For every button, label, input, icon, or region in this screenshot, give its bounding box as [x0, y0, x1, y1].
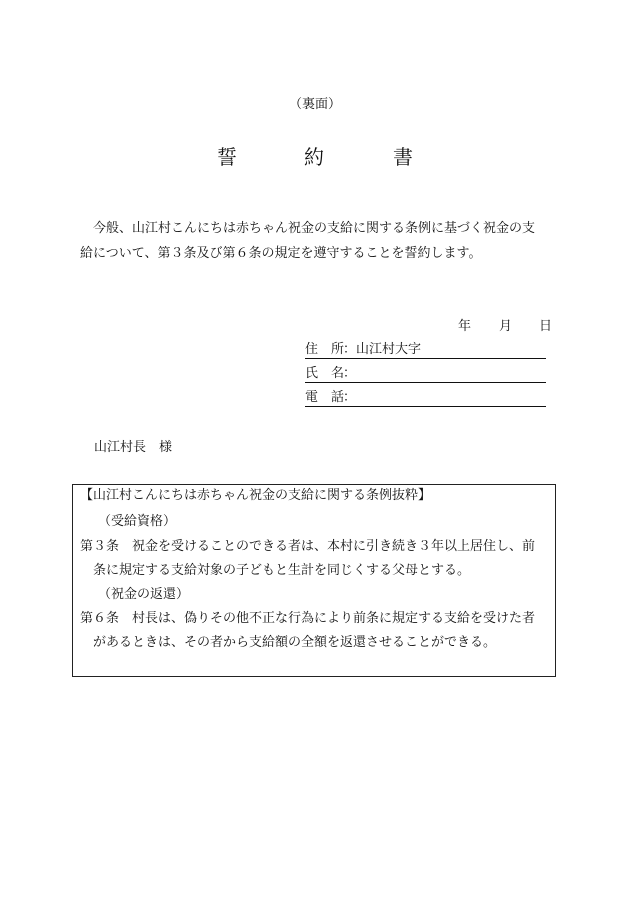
section-heading-refund: （祝金の返還） — [98, 587, 190, 602]
article-6-line-1: 第６条 村長は、偽りその他不正な行為により前条に規定する支給を受けた者 — [80, 611, 536, 626]
pledge-text-line-2: 給について、第３条及び第６条の規定を遵守することを誓約します。 — [80, 246, 482, 261]
address-label-char-1: 住 — [305, 342, 319, 357]
document-title-char-3: 書 — [393, 145, 413, 169]
address-label-colon: ： — [343, 342, 357, 357]
address-field[interactable] — [305, 342, 546, 359]
phone-field[interactable] — [305, 390, 546, 407]
date-day-label: 日 — [539, 319, 553, 334]
excerpt-title: 【山江村こんにちは赤ちゃん祝金の支給に関する条例抜粋】 — [80, 488, 432, 503]
name-label-char-1: 氏 — [305, 366, 319, 381]
section-heading-eligibility: （受給資格） — [98, 514, 177, 529]
name-label-colon: ： — [343, 366, 357, 381]
date-month-label: 月 — [499, 319, 513, 334]
addressee: 山江村長 様 — [94, 440, 173, 455]
name-field[interactable] — [305, 366, 546, 383]
phone-label-colon: ： — [343, 390, 357, 405]
name-label-char-2: 名 — [331, 366, 345, 381]
address-label-char-2: 所 — [331, 342, 345, 357]
date-year-label: 年 — [458, 319, 472, 334]
address-value: 山江村大字 — [356, 342, 422, 357]
document-title-char-2: 約 — [304, 145, 324, 169]
document-title-char-1: 誓 — [217, 145, 237, 169]
article-6-line-2: があるときは、その者から支給額の全額を返還させることができる。 — [93, 635, 497, 650]
article-3-line-1: 第３条 祝金を受けることのできる者は、本村に引き続き３年以上居住し、前 — [80, 539, 536, 554]
pledge-text-line-1: 今般、山江村こんにちは赤ちゃん祝金の支給に関する条例に基づく祝金の支 — [93, 221, 536, 236]
side-label: （裏面） — [288, 97, 341, 112]
phone-label-char-2: 話 — [331, 390, 345, 405]
article-3-line-2: 条に規定する支給対象の子どもと生計を同じくする父母とする。 — [93, 563, 471, 578]
phone-label-char-1: 電 — [305, 390, 319, 405]
